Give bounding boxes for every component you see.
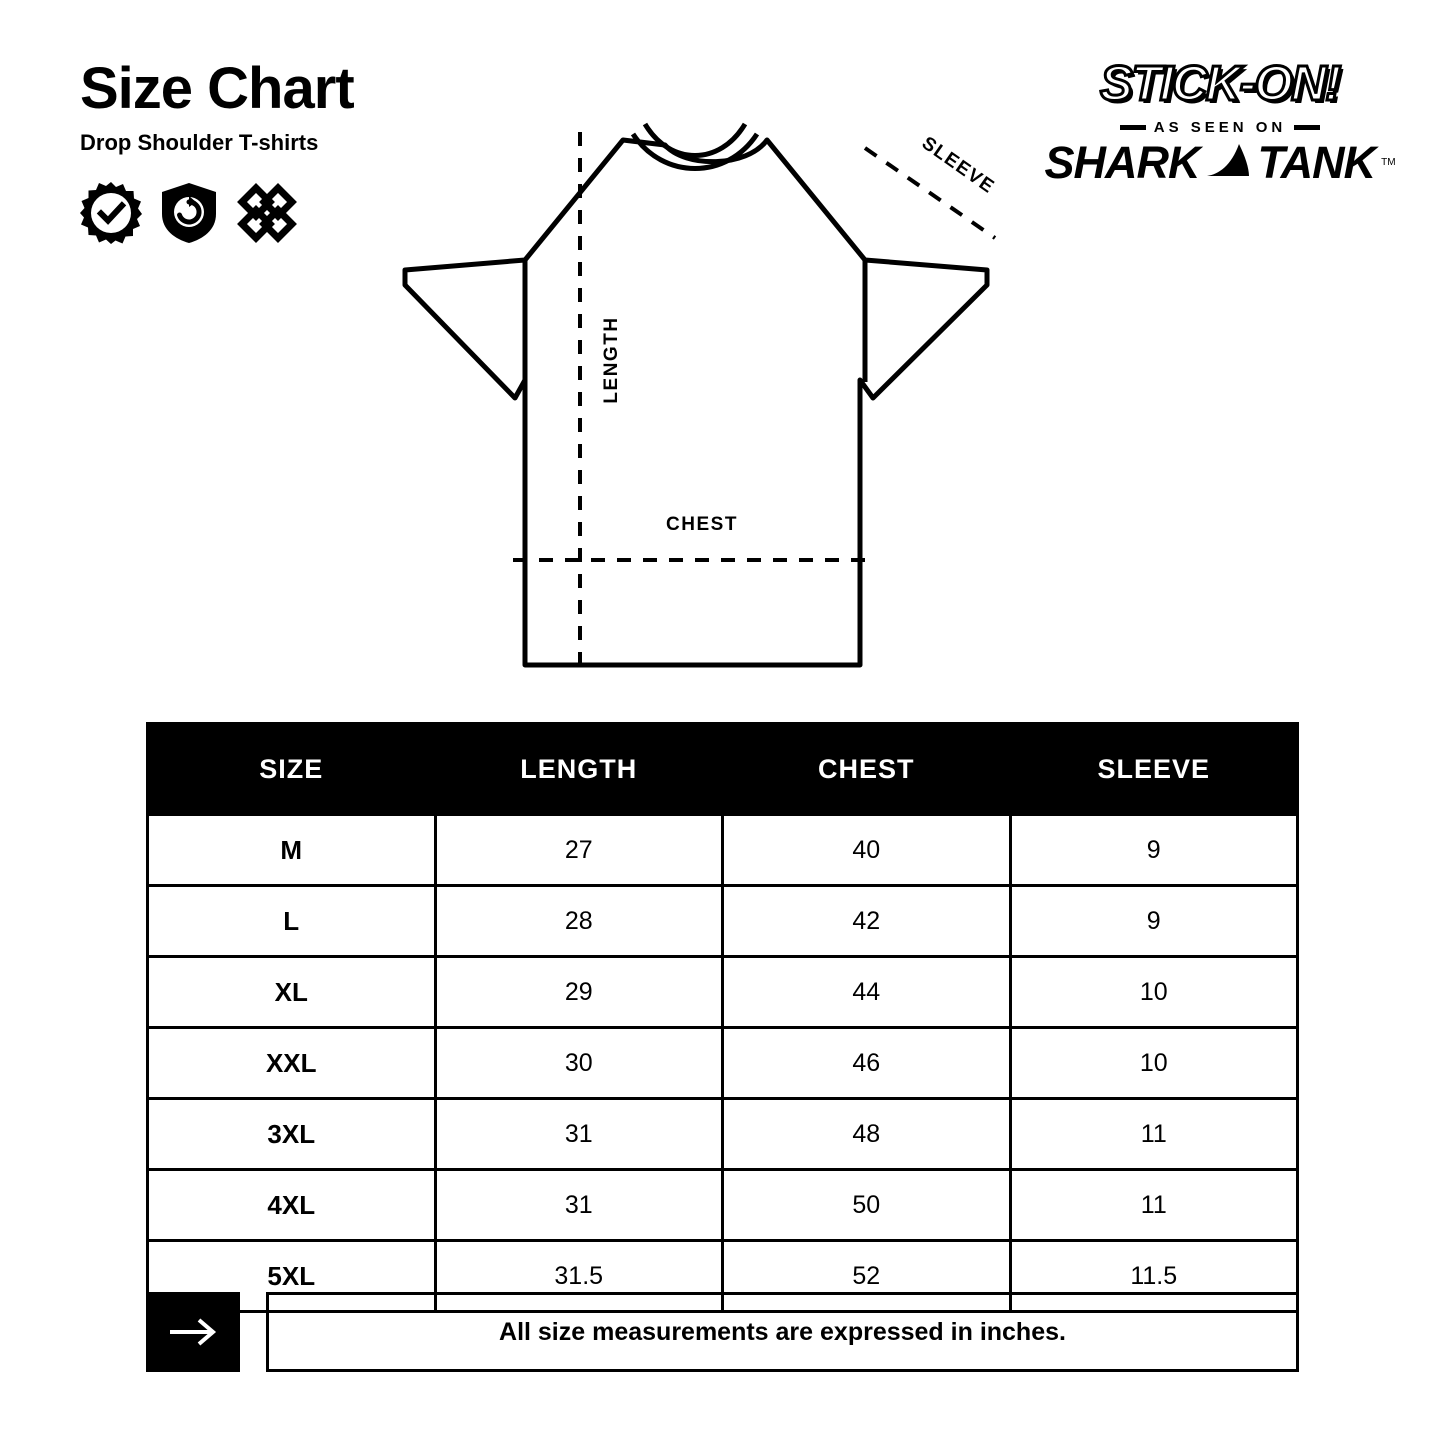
cell-chest: 48 bbox=[723, 1099, 1011, 1170]
certified-check-badge-icon bbox=[80, 182, 142, 249]
arrow-right-icon bbox=[146, 1292, 240, 1372]
table-row bbox=[148, 1028, 1298, 1099]
cell-chest: 40 bbox=[723, 815, 1011, 886]
table-row bbox=[148, 815, 1298, 886]
cell-size: M bbox=[148, 815, 436, 886]
cell-length: 31 bbox=[435, 1099, 723, 1170]
cell-size: 4XL bbox=[148, 1170, 436, 1241]
woven-fabric-icon bbox=[236, 182, 298, 249]
table-row bbox=[148, 957, 1298, 1028]
brand-block bbox=[1044, 57, 1396, 188]
cell-sleeve: 11.5 bbox=[1010, 1241, 1298, 1312]
cell-size: 3XL bbox=[148, 1099, 436, 1170]
cell-length: 31.5 bbox=[435, 1241, 723, 1312]
brand-logo: STICK-ON! bbox=[1100, 57, 1340, 111]
chest-label: CHEST bbox=[666, 514, 738, 535]
divider-bar-right bbox=[1294, 125, 1320, 130]
page-subtitle: Drop Shoulder T-shirts bbox=[80, 130, 319, 155]
title-block bbox=[80, 56, 354, 249]
cell-sleeve: 10 bbox=[1010, 957, 1298, 1028]
sleeve-label: SLEEVE bbox=[917, 132, 999, 199]
table-header-row bbox=[148, 724, 1298, 815]
table-row bbox=[148, 886, 1298, 957]
cell-chest: 50 bbox=[723, 1170, 1011, 1241]
cell-sleeve: 10 bbox=[1010, 1028, 1298, 1099]
divider-bar-left bbox=[1120, 125, 1146, 130]
tshirt-diagram bbox=[395, 110, 1035, 690]
page-title: Size Chart bbox=[80, 56, 354, 121]
col-header-length: LENGTH bbox=[435, 724, 723, 815]
table-row bbox=[148, 1170, 1298, 1241]
size-table bbox=[146, 722, 1299, 1313]
cell-length: 29 bbox=[435, 957, 723, 1028]
cell-sleeve: 9 bbox=[1010, 886, 1298, 957]
trademark-symbol: TM bbox=[1381, 157, 1396, 168]
cell-sleeve: 11 bbox=[1010, 1170, 1298, 1241]
sleeve-guide-line bbox=[865, 148, 995, 238]
cell-size: XL bbox=[148, 957, 436, 1028]
cell-length: 30 bbox=[435, 1028, 723, 1099]
length-label: LENGTH bbox=[601, 316, 622, 404]
footer-note bbox=[146, 1292, 1299, 1372]
cell-length: 28 bbox=[435, 886, 723, 957]
cell-size: XXL bbox=[148, 1028, 436, 1099]
col-header-size: SIZE bbox=[148, 724, 436, 815]
cell-chest: 52 bbox=[723, 1241, 1011, 1312]
trust-badges bbox=[80, 182, 354, 249]
col-header-sleeve: SLEEVE bbox=[1010, 724, 1298, 815]
tank-word: TANK bbox=[1257, 137, 1376, 188]
cell-chest: 42 bbox=[723, 886, 1011, 957]
cell-size: L bbox=[148, 886, 436, 957]
cell-size: 5XL bbox=[148, 1241, 436, 1312]
cell-sleeve: 11 bbox=[1010, 1099, 1298, 1170]
col-header-chest: CHEST bbox=[723, 724, 1011, 815]
shark-word: SHARK bbox=[1044, 137, 1200, 188]
cell-chest: 46 bbox=[723, 1028, 1011, 1099]
table-row bbox=[148, 1099, 1298, 1170]
cell-length: 31 bbox=[435, 1170, 723, 1241]
shield-refresh-icon bbox=[160, 182, 218, 249]
cell-chest: 44 bbox=[723, 957, 1011, 1028]
as-seen-on-text: AS SEEN ON bbox=[1153, 119, 1287, 136]
shark-fin-icon bbox=[1205, 140, 1251, 185]
measurement-note: All size measurements are expressed in inches. bbox=[266, 1292, 1299, 1372]
as-seen-on-row bbox=[1070, 119, 1370, 136]
shark-tank-logo bbox=[1044, 137, 1396, 188]
cell-length: 27 bbox=[435, 815, 723, 886]
cell-sleeve: 9 bbox=[1010, 815, 1298, 886]
